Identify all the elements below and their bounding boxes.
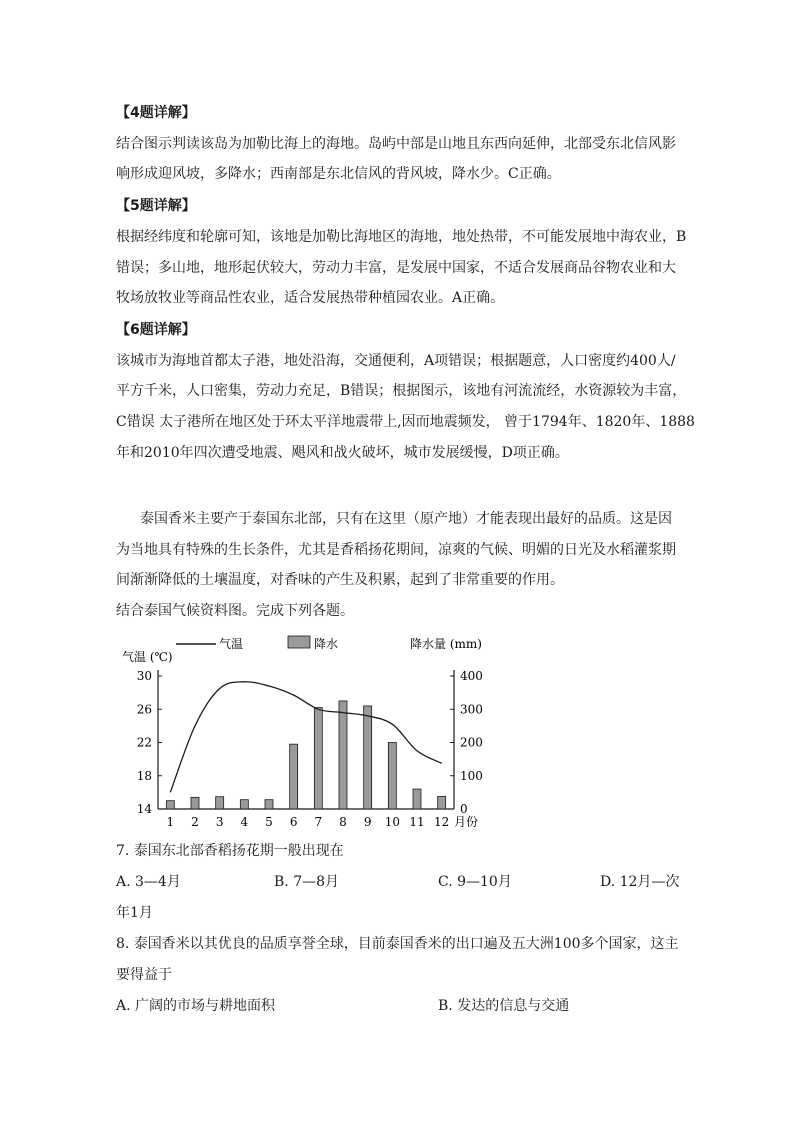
precip-bar bbox=[265, 800, 273, 809]
q5-header: 【5题详解】 bbox=[116, 198, 196, 214]
q5-line: 错误；多山地，地形起伏较大，劳动力丰富，是发展中国家，不适合发展商品谷物农业和大 bbox=[116, 260, 676, 276]
x-tick-labels bbox=[167, 815, 450, 829]
q4-line: 响形成迎风坡，多降水；西南部是东北信风的背风坡，降水少。C正确。 bbox=[116, 166, 561, 182]
axes bbox=[158, 670, 454, 809]
passage-line: 结合泰国气候资料图。完成下列各题。 bbox=[116, 603, 354, 619]
legend-line-label: 气温 bbox=[219, 637, 244, 651]
x-tick-label: 10 bbox=[384, 815, 400, 829]
y-right-tick-label: 200 bbox=[460, 735, 483, 750]
x-tick-label: 2 bbox=[191, 815, 199, 829]
passage-line: 为当地具有特殊的生长条件，尤其是香稻扬花期间，凉爽的气候、明媚的日光及水稻灌浆期 bbox=[116, 542, 676, 558]
precip-bar bbox=[216, 797, 224, 809]
q7-option-d-wrap: 年1月 bbox=[116, 905, 153, 921]
precip-bar bbox=[413, 789, 421, 809]
y-right-tick-label: 300 bbox=[460, 702, 483, 717]
passage-line: 间渐渐降低的土壤温度，对香味的产生及积累，起到了非常重要的作用。 bbox=[116, 572, 564, 588]
q5-line: 牧场放牧业等商品性农业，适合发展热带种植园农业。A正确。 bbox=[116, 290, 505, 306]
y-left-tick-labels bbox=[137, 669, 153, 816]
q6-line: 平方千米，人口密集，劳动力充足，B错误；根据图示，该地有河流流经，水资源较为丰富， bbox=[116, 383, 687, 399]
q8-stem: 要得益于 bbox=[116, 967, 172, 983]
y-right-tick-labels bbox=[460, 669, 483, 816]
q5-line: 根据经纬度和轮廓可知，该地是加勒比海地区的海地，地处热带，不可能发展地中海农业，B bbox=[116, 229, 687, 245]
precip-bars bbox=[166, 701, 445, 809]
legend bbox=[176, 636, 338, 651]
x-tick-label: 6 bbox=[289, 815, 298, 829]
x-tick-label: 11 bbox=[409, 815, 425, 829]
q8-stem: 8. 泰国香米以其优良的品质享誉全球，目前泰国香米的出口遍及五大洲100多个国家，这主 bbox=[116, 936, 679, 952]
y-left-label: 气温 (℃) bbox=[122, 650, 173, 664]
q7-option-c[interactable]: C. 9—10月 bbox=[438, 874, 512, 890]
q6-header: 【6题详解】 bbox=[116, 322, 196, 338]
y-right-label: 降水量 (mm) bbox=[410, 637, 482, 651]
q6-line: 年和2010年四次遭受地震、飓风和战火破坏，城市发展缓慢，D项正确。 bbox=[116, 445, 569, 461]
x-tick-label: 8 bbox=[339, 815, 347, 829]
legend-bar-label: 降水 bbox=[314, 637, 339, 651]
precip-bar bbox=[438, 796, 446, 809]
precip-bar bbox=[191, 797, 199, 809]
x-tick-label: 1 bbox=[166, 815, 175, 829]
q8-option-b[interactable]: B. 发达的信息与交通 bbox=[438, 998, 570, 1014]
y-left-tick-label: 22 bbox=[136, 735, 152, 750]
q7-stem: 7. 泰国东北部香稻扬花期一般出现在 bbox=[116, 843, 344, 859]
precip-bar bbox=[388, 743, 396, 810]
precip-bar bbox=[314, 708, 322, 809]
y-left-tick-label: 14 bbox=[136, 802, 152, 816]
x-tick-label: 7 bbox=[314, 815, 323, 829]
q6-line: C错误 太子港所在地区处于环太平洋地震带上,因而地震频发， 曾于1794年、1820年、1888 bbox=[116, 414, 695, 430]
precip-bar bbox=[290, 744, 298, 809]
q6-line: 该城市为海地首都太子港，地处沿海，交通便利，A项错误；根据题意，人口密度约400人/ bbox=[116, 353, 676, 369]
q4-line: 结合图示判读该岛为加勒比海上的海地。岛屿中部是山地且东西向延伸，北部受东北信风影 bbox=[116, 136, 676, 152]
q7-option-d[interactable]: D. 12月—次 bbox=[600, 874, 680, 890]
precip-bar bbox=[364, 706, 372, 809]
q7-option-b[interactable]: B. 7—8月 bbox=[274, 874, 340, 890]
x-tick-label: 4 bbox=[240, 815, 249, 829]
y-left-tick-label: 30 bbox=[136, 669, 152, 683]
y-right-tick-label: 100 bbox=[460, 768, 483, 783]
x-axis-label: 月份 bbox=[454, 815, 479, 829]
x-tick-label: 9 bbox=[363, 815, 372, 829]
x-tick-label: 12 bbox=[434, 815, 450, 829]
q8-option-a[interactable]: A. 广阔的市场与耕地面积 bbox=[116, 998, 276, 1014]
q4-header: 【4题详解】 bbox=[116, 105, 196, 121]
x-tick-label: 3 bbox=[215, 815, 224, 829]
x-tick-label: 5 bbox=[265, 815, 273, 829]
y-left-tick-label: 26 bbox=[136, 702, 152, 717]
y-right-tick-label: 0 bbox=[460, 802, 468, 816]
y-left-tick-label: 18 bbox=[136, 768, 152, 783]
legend-bar-swatch bbox=[288, 636, 310, 648]
passage-line: 泰国香米主要产于泰国东北部，只有在这里（原产地）才能表现出最好的品质。这是因 bbox=[140, 511, 672, 527]
climate-chart bbox=[116, 633, 496, 833]
q7-option-a[interactable]: A. 3—4月 bbox=[116, 874, 181, 890]
precip-bar bbox=[339, 701, 347, 809]
temperature-line bbox=[170, 682, 441, 793]
precip-bar bbox=[240, 800, 248, 809]
y-right-tick-label: 400 bbox=[460, 669, 483, 683]
precip-bar bbox=[166, 801, 174, 809]
